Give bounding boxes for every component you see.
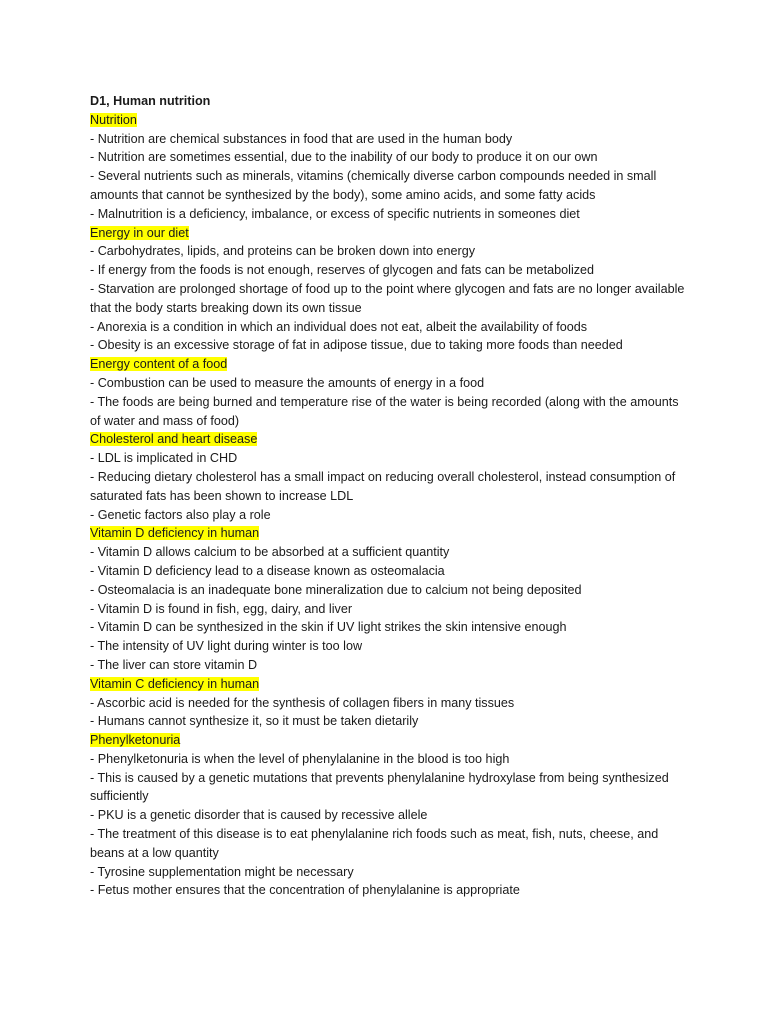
bullet-item: - Humans cannot synthesize it, so it must be taken dietarily xyxy=(90,714,419,729)
section-heading xyxy=(90,224,690,243)
section-heading xyxy=(90,675,690,694)
bullet-item: - Reducing dietary cholesterol has a small impact on reducing overall cholesterol, instead consumption of saturated fats has been shown to increase LDL xyxy=(90,469,676,503)
bullet-item: - Malnutrition is a deficiency, imbalance, or excess of specific nutrients in someones diet xyxy=(90,206,580,221)
heading-highlight: Nutrition xyxy=(90,112,137,127)
bullet-item: - Combustion can be used to measure the amounts of energy in a food xyxy=(90,375,485,390)
bullet-item: - Vitamin D is found in fish, egg, dairy, and liver xyxy=(90,601,353,616)
heading-highlight: Energy content of a food xyxy=(90,357,228,372)
bullet-item: - Fetus mother ensures that the concentration of phenylalanine is appropriate xyxy=(90,883,520,898)
document-title: D1, Human nutrition xyxy=(90,94,211,108)
bullet-item: - The liver can store vitamin D xyxy=(90,657,258,672)
section-energy-content xyxy=(90,355,690,430)
bullet-item: - Phenylketonuria is when the level of phenylalanine in the blood is too high xyxy=(90,751,510,766)
section-heading xyxy=(90,731,690,750)
bullet-item: - The treatment of this disease is to eat phenylalanine rich foods such as meat, fish, nuts, cheese, and beans at a low quantity xyxy=(90,827,659,860)
bullet-item: - Osteomalacia is an inadequate bone mineralization due to calcium not being deposited xyxy=(90,582,582,597)
bullet-item: - The foods are being burned and temperature rise of the water is being recorded (along with the amounts of water and mass of food) xyxy=(90,394,679,428)
bullet-item: - Vitamin D can be synthesized in the skin if UV light strikes the skin intensive enough xyxy=(90,620,567,635)
bullet-item: - PKU is a genetic disorder that is caused by recessive allele xyxy=(90,808,428,823)
bullet-item: - Nutrition are chemical substances in food that are used in the human body xyxy=(90,131,513,146)
bullet-item: - Vitamin D deficiency lead to a disease known as osteomalacia xyxy=(90,563,445,578)
heading-highlight: Vitamin D deficiency in human xyxy=(90,526,260,541)
document-page xyxy=(90,92,690,900)
heading-highlight: Energy in our diet xyxy=(90,225,189,240)
bullet-item: - Nutrition are sometimes essential, due to the inability of our body to produce it on our own xyxy=(90,150,598,165)
section-heading xyxy=(90,524,690,543)
section-vitamin-c xyxy=(90,675,690,731)
bullet-item: - Anorexia is a condition in which an individual does not eat, albeit the availability of foods xyxy=(90,319,588,334)
section-phenylketonuria xyxy=(90,731,690,900)
bullet-item: - Ascorbic acid is needed for the synthesis of collagen fibers in many tissues xyxy=(90,695,515,710)
section-cholesterol xyxy=(90,430,690,524)
bullet-item: - Obesity is an excessive storage of fat in adipose tissue, due to taking more foods than needed xyxy=(90,338,623,353)
section-nutrition xyxy=(90,111,690,224)
bullet-item: - Vitamin D allows calcium to be absorbed at a sufficient quantity xyxy=(90,545,450,560)
bullet-item: - LDL is implicated in CHD xyxy=(90,451,238,466)
section-energy-in-diet xyxy=(90,224,690,356)
bullet-item: - Carbohydrates, lipids, and proteins can be broken down into energy xyxy=(90,244,476,259)
bullet-item: - Genetic factors also play a role xyxy=(90,507,271,522)
section-vitamin-d xyxy=(90,524,690,674)
bullet-item: - Several nutrients such as minerals, vitamins (chemically diverse carbon compounds needed in small amounts that cannot be synthesized by the body), some amino acids, and some fatty acids xyxy=(90,169,657,202)
section-heading xyxy=(90,111,690,130)
section-heading xyxy=(90,355,690,374)
bullet-item: - The intensity of UV light during winter is too low xyxy=(90,639,363,654)
bullet-item: - If energy from the foods is not enough, reserves of glycogen and fats can be metabolized xyxy=(90,263,595,278)
heading-highlight: Cholesterol and heart disease xyxy=(90,432,258,447)
heading-highlight: Vitamin C deficiency in human xyxy=(90,676,260,691)
section-heading xyxy=(90,430,690,449)
heading-highlight: Phenylketonuria xyxy=(90,733,181,748)
bullet-item: - Tyrosine supplementation might be necessary xyxy=(90,864,354,879)
bullet-item: - This is caused by a genetic mutations that prevents phenylalanine hydroxylase from being synthesized sufficiently xyxy=(90,770,669,804)
bullet-item: - Starvation are prolonged shortage of food up to the point where glycogen and fats are no longer available that the body starts breaking down its own tissue xyxy=(90,281,685,315)
